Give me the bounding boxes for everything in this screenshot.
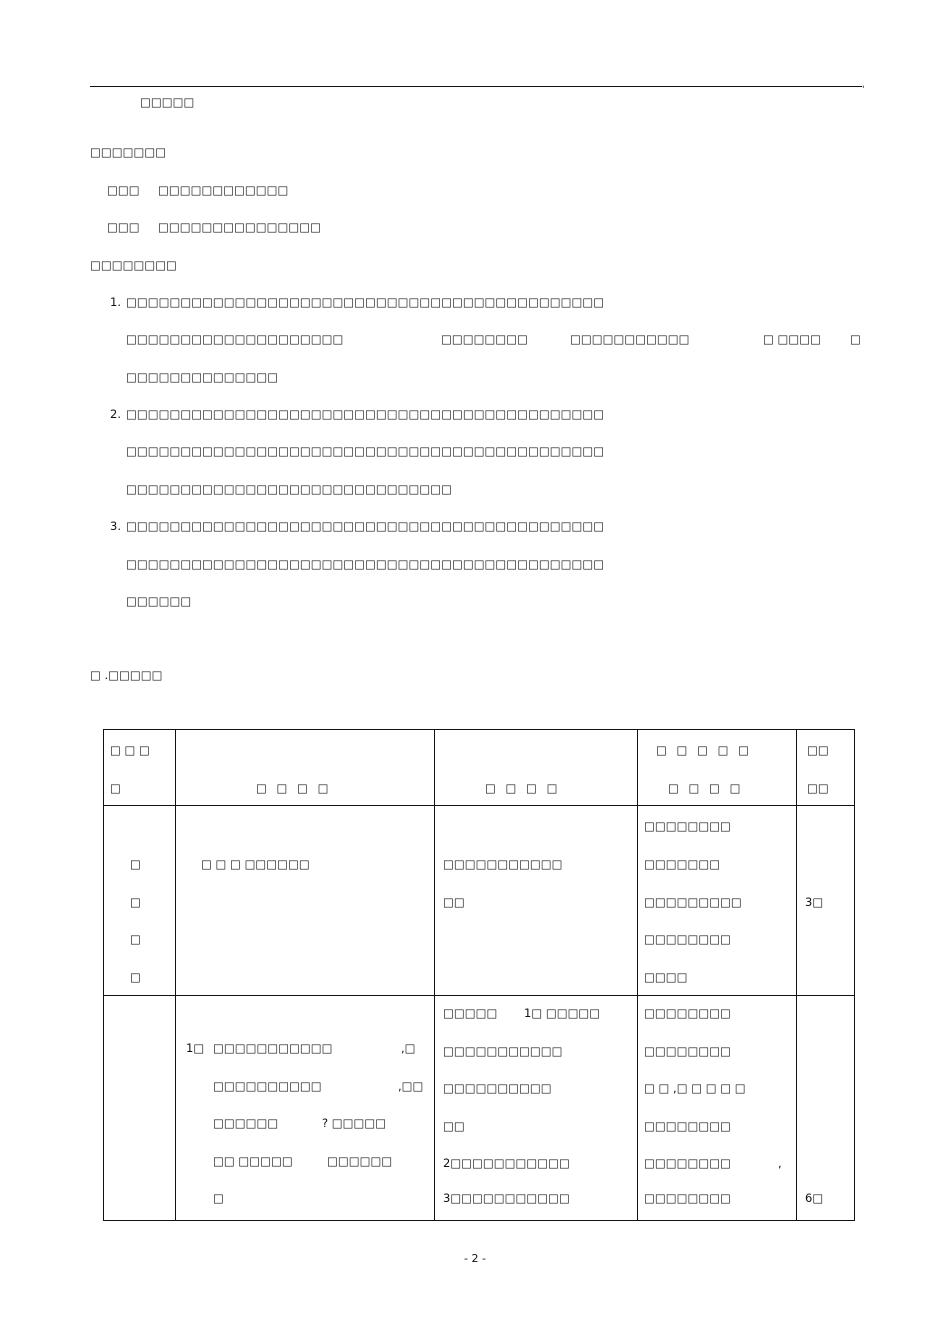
lesson-plan-table: [103, 729, 855, 1221]
row2-teacher-line: □□ □□□□□: [213, 1154, 293, 1168]
goal-1-label: □□□: [107, 183, 140, 197]
row2-teacher-line: ,□□: [398, 1079, 424, 1093]
header-time-b: □□: [807, 781, 829, 795]
item-1-line-3: □□□□□□□□□□□□□□: [126, 370, 279, 384]
item-1-line-2d: □ □□□□: [763, 332, 821, 346]
row2-intent-line: □□□□□□□□: [644, 1191, 731, 1205]
row1-stage-char: □: [130, 932, 141, 946]
row1-time: 3□: [805, 895, 824, 909]
header-continuation: □□□□□: [140, 95, 195, 109]
item-1-line-2e: □: [850, 332, 861, 346]
row2-student-line: □□□□□□□□□□: [443, 1081, 552, 1095]
row2-intent-line: □□□□□□□□: [644, 1044, 731, 1058]
row1-student-b: □□: [443, 895, 465, 909]
item-1-line-1: □□□□□□□□□□□□□□□□□□□□□□□□□□□□□□□□□□□□□□□□□□□□: [126, 295, 605, 309]
row2-intent-line: □□□□□□□□: [644, 1006, 731, 1020]
row1-intent-line: □□□□□□□□: [644, 819, 731, 833]
header-stage-a: □ □ □: [110, 743, 150, 757]
row1-intent-line: □□□□: [644, 970, 688, 984]
row1-student-a: □□□□□□□□□□□: [443, 857, 563, 871]
row2-teacher-num: 1□: [186, 1041, 205, 1055]
item-1-line-2b: □□□□□□□□: [441, 332, 528, 346]
table-header-row: [104, 730, 855, 806]
row1-intent-line: □□□□□□□□□: [644, 895, 742, 909]
item-2-number: 2.: [110, 407, 121, 421]
item-2-line-1: □□□□□□□□□□□□□□□□□□□□□□□□□□□□□□□□□□□□□□□□□□□□: [126, 407, 605, 421]
row2-intent-comma: ,: [778, 1156, 782, 1170]
row2-student-line: □□□□□□□□□□□: [443, 1044, 563, 1058]
row2-student-line: 3□□□□□□□□□□□: [443, 1191, 570, 1205]
row1-stage-char: □: [130, 895, 141, 909]
row1-stage-char: □: [130, 970, 141, 984]
item-3-number: 3.: [110, 519, 121, 533]
table-row: [104, 806, 855, 996]
item-3-line-3: □□□□□□: [126, 594, 192, 608]
row2-teacher-line: □□□□□□: [327, 1154, 393, 1168]
process-title: □ .□□□□□: [90, 668, 163, 682]
row2-time: 6□: [805, 1191, 824, 1205]
goal-1-text: □□□□□□□□□□□□: [158, 183, 289, 197]
table-row: [104, 996, 855, 1221]
row2-student-line: 2□□□□□□□□□□□: [443, 1156, 570, 1170]
row2-intent-line: □ □ ,□ □ □ □ □: [644, 1081, 746, 1095]
item-3-line-2: □□□□□□□□□□□□□□□□□□□□□□□□□□□□□□□□□□□□□□□□□□□□: [126, 557, 605, 571]
header-time-a: □□: [807, 743, 829, 757]
header-intent-b: □ □ □ □: [668, 781, 744, 795]
header-teacher: □ □ □ □: [256, 781, 332, 795]
row2-teacher-line: ,□: [401, 1041, 416, 1055]
row2-teacher-line: □□□□□□□□□□: [213, 1079, 322, 1093]
row2-teacher-line: □□□□□□: [213, 1116, 279, 1130]
header-rule: [90, 86, 862, 87]
row2-teacher-line: □□□□□□□□□□□: [213, 1041, 333, 1055]
header-intent-a: □ □ □ □ □: [656, 743, 752, 757]
row1-stage-char: □: [130, 857, 141, 871]
goals-title: □□□□□□□: [90, 145, 167, 159]
header-student: □ □ □ □: [485, 781, 561, 795]
item-2-line-2: □□□□□□□□□□□□□□□□□□□□□□□□□□□□□□□□□□□□□□□□□□□□: [126, 444, 605, 458]
row2-student-line: □□□□□: [443, 1006, 498, 1020]
item-3-line-1: □□□□□□□□□□□□□□□□□□□□□□□□□□□□□□□□□□□□□□□□□□□□: [126, 519, 605, 533]
row1-teacher: □ □ □ □□□□□□: [201, 857, 310, 871]
row2-teacher-line: □: [213, 1191, 224, 1205]
header-rule-tick: ': [862, 85, 865, 95]
goal-2-text: □□□□□□□□□□□□□□□: [158, 220, 321, 234]
header-stage-b: □: [110, 781, 121, 795]
item-1-number: 1.: [110, 295, 121, 309]
page-number: - 2 -: [464, 1252, 486, 1265]
strategy-title: □□□□□□□□: [90, 258, 177, 272]
row2-student-line: □□: [443, 1119, 465, 1133]
row1-intent-line: □□□□□□□□: [644, 932, 731, 946]
row2-intent-line: □□□□□□□□: [644, 1119, 731, 1133]
item-1-line-2a: □□□□□□□□□□□□□□□□□□□□: [126, 332, 344, 346]
item-2-line-3: □□□□□□□□□□□□□□□□□□□□□□□□□□□□□□: [126, 482, 452, 496]
row1-intent-line: □□□□□□□: [644, 857, 721, 871]
row2-intent-line: □□□□□□□□: [644, 1156, 731, 1170]
item-1-line-2c: □□□□□□□□□□□: [570, 332, 690, 346]
row2-student-line: 1□ □□□□□: [524, 1006, 601, 1020]
goal-2-label: □□□: [107, 220, 140, 234]
row2-teacher-line: ? □□□□□: [322, 1116, 387, 1130]
